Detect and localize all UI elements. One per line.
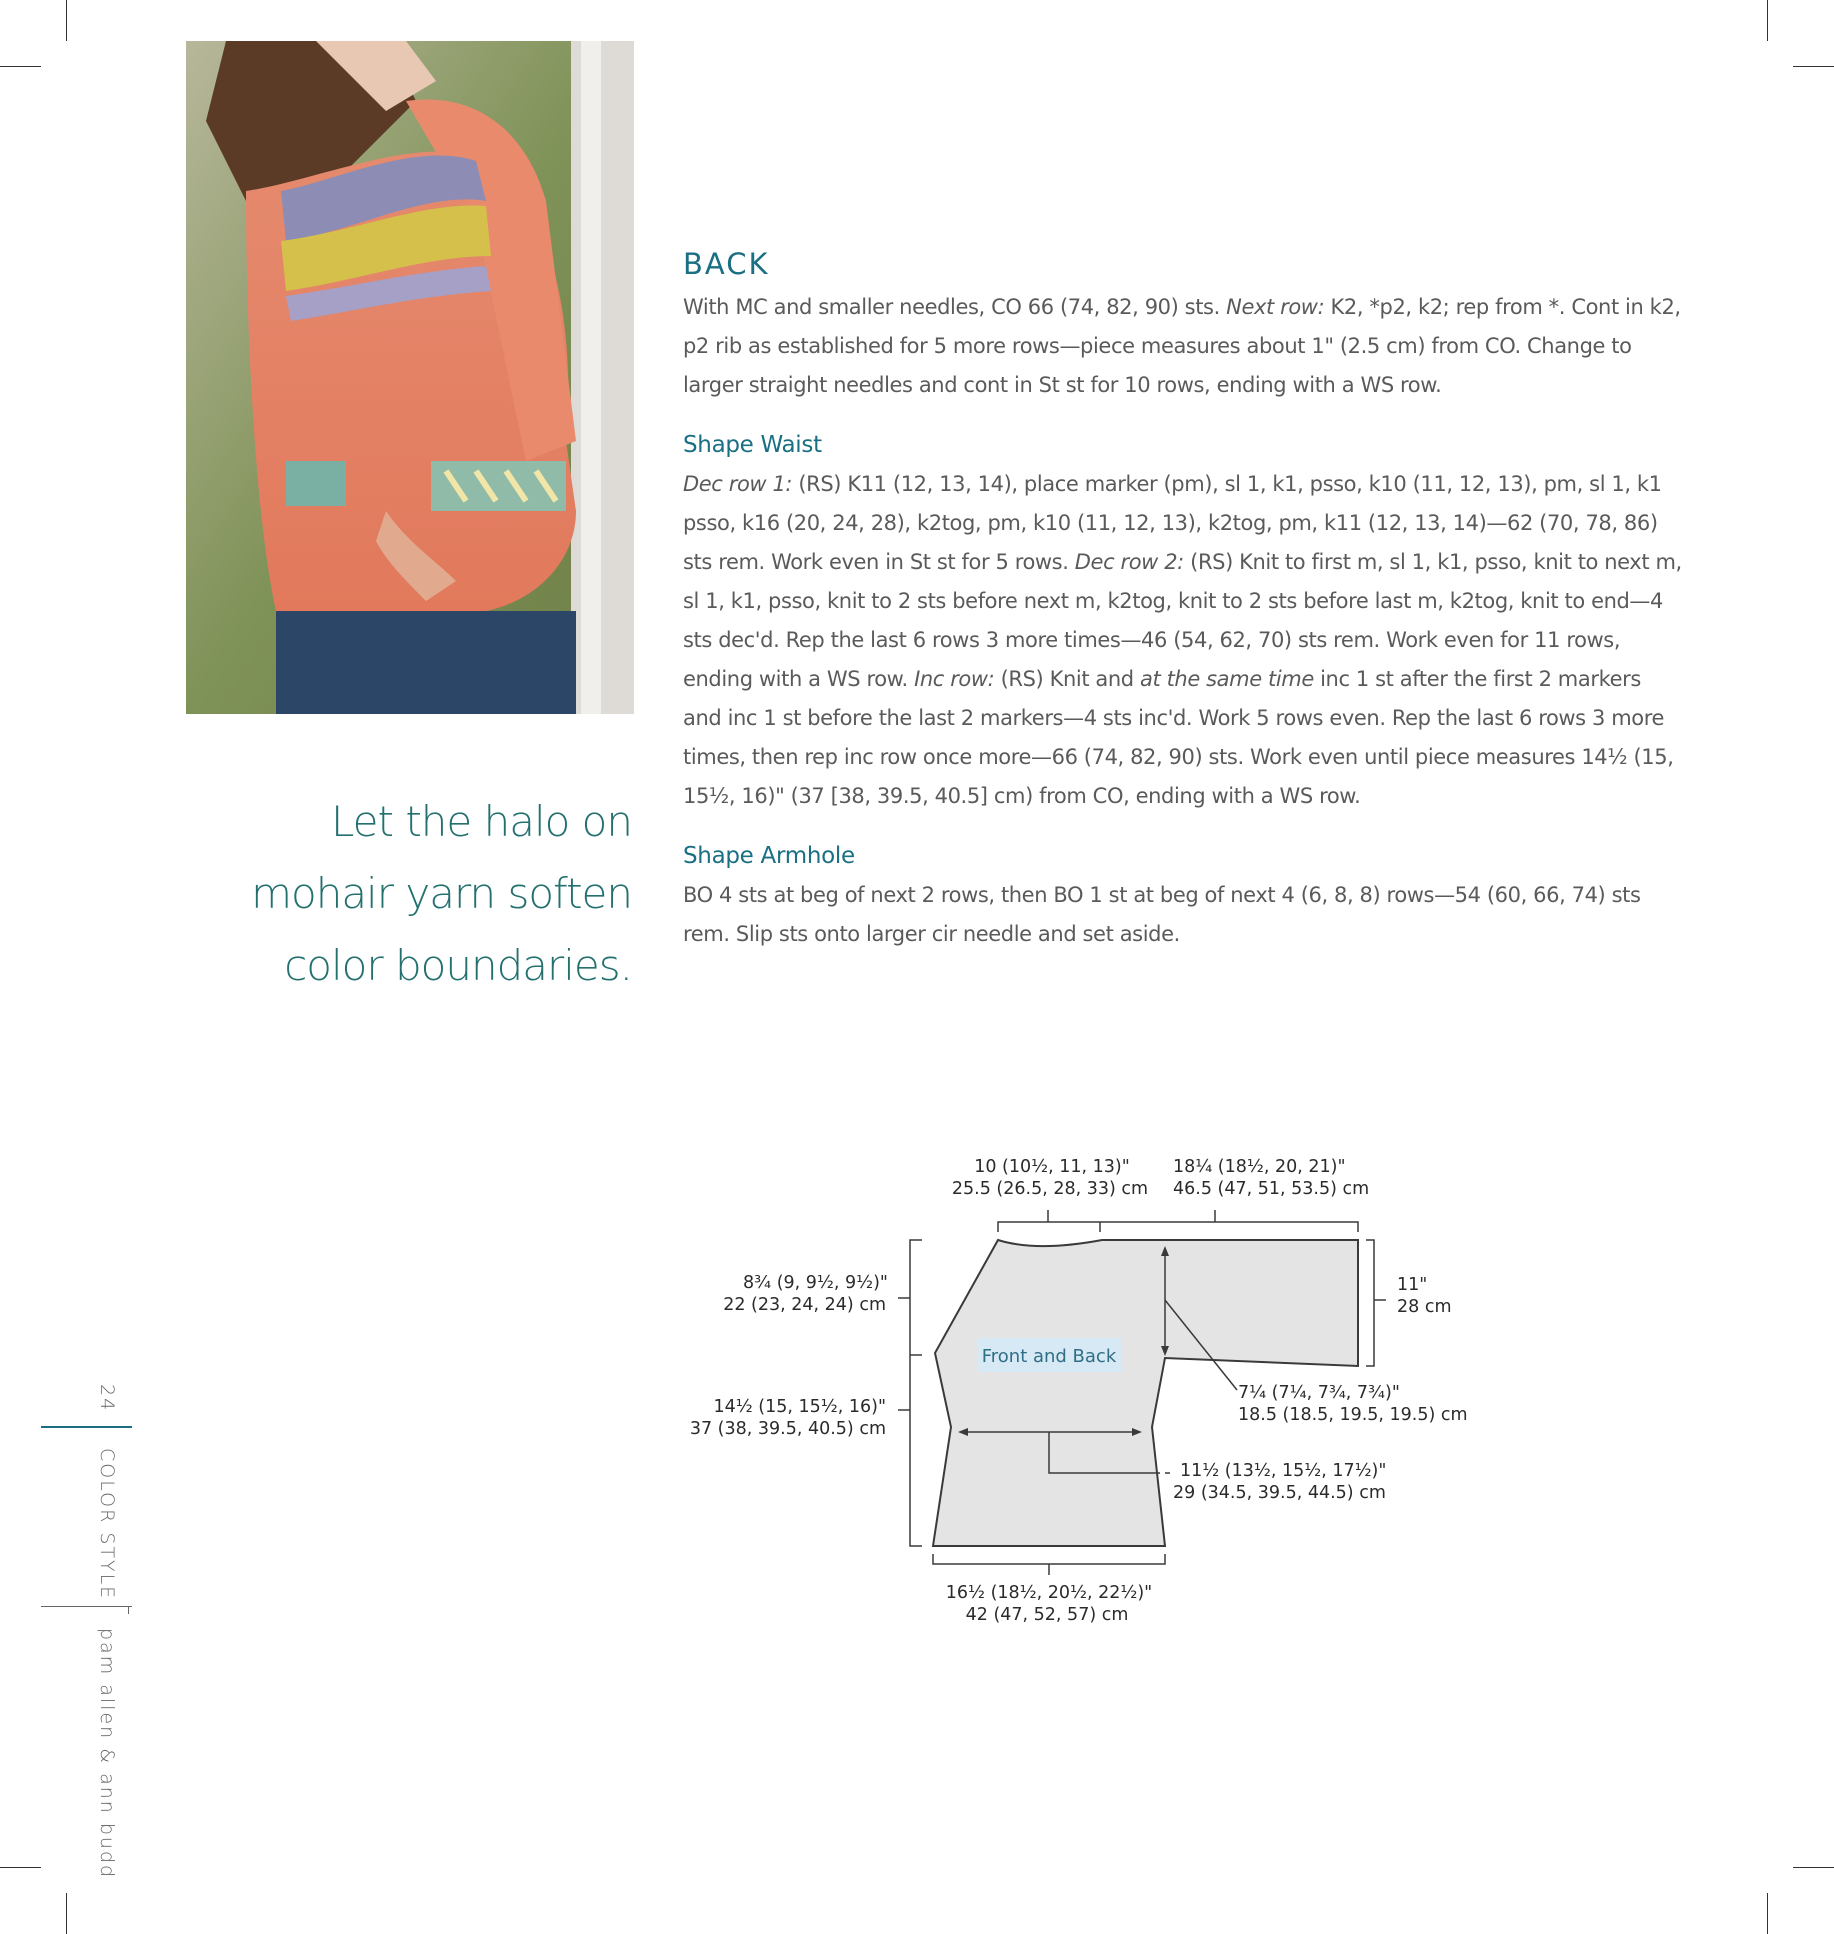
text-run-italic: Dec row 1: [683, 472, 793, 496]
waist-width-in: 11½ (13½, 15½, 17½)" [1180, 1461, 1387, 1481]
neck-width-cm: 25.5 (26.5, 28, 33) cm [951, 1179, 1149, 1199]
pull-quote-line: Let the halo on [331, 797, 632, 846]
sleeve-length-in: 18¼ (18½, 20, 21)" [1173, 1157, 1346, 1177]
teal-rule [41, 1426, 132, 1428]
piece-label: Front and Back [981, 1346, 1117, 1367]
armhole-depth-cm: 22 (23, 24, 24) cm [723, 1295, 886, 1315]
sleeve-length-cm: 46.5 (47, 51, 53.5) cm [1173, 1179, 1370, 1199]
hem-width-cm: 42 (47, 52, 57) cm [965, 1605, 1129, 1625]
vertical-rule [128, 1606, 129, 1614]
text-run: With MC and smaller needles, CO 66 (74, 82, 90) sts. [683, 295, 1227, 319]
cuff-width-cm: 28 cm [1397, 1297, 1452, 1317]
text-run: K2, *p2, k2; rep from *. Cont in k2, p2 rib as established for 5 more rows—piece measures about 1" (2.5 cm) from CO. Change to larger straight needles and cont in St st for 10 rows, ending with a WS row. [683, 295, 1681, 397]
shape-armhole-heading: Shape Armhole [683, 843, 855, 869]
back-heading: BACK [683, 247, 770, 281]
running-head-authors: pam allen & ann budd [96, 1628, 118, 1880]
hem-width-in: 16½ (18½, 20½, 22½)" [945, 1583, 1153, 1603]
running-head-title: COLOR STYLE [96, 1448, 118, 1601]
armhole-depth-in: 8¾ (9, 9½, 9½)" [743, 1273, 888, 1293]
text-run: (RS) Knit and [994, 667, 1141, 691]
text-run: (RS) Knit to first m, sl 1, k1, psso, knit to next m, sl 1, k1, psso, knit to 2 sts before next m, k2tog, knit to 2 sts before last m, k2tog, knit to end—4 sts dec'd. Rep the last 6 rows 3 more times—46 (54, 62, 70) sts rem. Work even for 11 rows, ending with a WS row. [683, 550, 1682, 691]
gray-rule [41, 1606, 132, 1607]
cuff-width-in: 11" [1397, 1275, 1428, 1295]
text-run: (RS) K11 (12, 13, 14), place marker (pm), sl 1, k1, psso, k10 (11, 12, 13), pm, sl 1, k1 psso, k16 (20, 24, 28), k2tog, pm, k10 (11, 12, 13), k2tog, pm, k11 (12, 13, 14)—62 (70, 78, 86) sts rem. Work even in St st for 5 rows. [683, 472, 1662, 574]
text-run: inc 1 st after the first 2 markers and inc 1 st before the last 2 markers—4 sts inc'd. Work 5 rows even. Rep the last 6 rows 3 more times, then rep inc row once more—66 (74, 82, 90) sts. Work even until piece measures 14½ (15, 15½, 16)" (37 [38, 39.5, 40.5] cm) from CO, ending with a WS row. [683, 667, 1674, 808]
upper-arm-cm: 18.5 (18.5, 19.5, 19.5) cm [1238, 1405, 1468, 1425]
pull-quote-line: color boundaries. [284, 941, 632, 990]
shape-waist-heading: Shape Waist [683, 432, 822, 458]
text-run-italic: at the same time [1140, 667, 1314, 691]
body-length-in: 14½ (15, 15½, 16)" [713, 1397, 886, 1417]
text-run-italic: Inc row: [914, 667, 995, 691]
upper-arm-in: 7¼ (7¼, 7¾, 7¾)" [1238, 1383, 1400, 1403]
text-run-italic: Dec row 2: [1074, 550, 1184, 574]
shape-armhole-paragraph: BO 4 sts at beg of next 2 rows, then BO 1 st at beg of next 4 (6, 8, 8) rows—54 (60, 66, 74) sts rem. Slip sts onto larger cir needle and set aside. [683, 883, 1641, 946]
waist-width-cm: 29 (34.5, 39.5, 44.5) cm [1173, 1483, 1386, 1503]
page-number: 24 [96, 1384, 118, 1413]
neck-width-in: 10 (10½, 11, 13)" [974, 1157, 1130, 1177]
pull-quote-line: mohair yarn soften [251, 869, 632, 918]
text-run-italic: Next row: [1226, 295, 1325, 319]
body-length-cm: 37 (38, 39.5, 40.5) cm [689, 1419, 886, 1439]
